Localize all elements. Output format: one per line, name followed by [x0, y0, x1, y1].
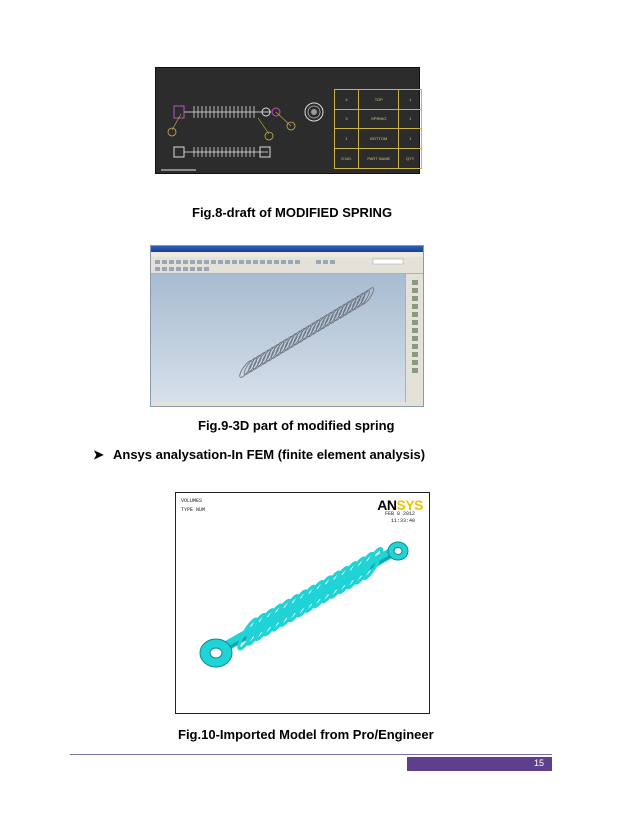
table-cell: 1: [335, 129, 359, 148]
table-cell: 4: [335, 90, 359, 109]
table-row: [335, 110, 421, 130]
figure-10-ansys-screenshot: [175, 492, 430, 714]
ansys-date: FEB 8 2012: [384, 511, 415, 517]
logo-an-text: AN: [377, 497, 397, 513]
figure-9-caption: Fig.9-3D part of modified spring: [198, 418, 395, 433]
shock-absorber-3d-model: [176, 493, 429, 713]
table-cell: 1: [409, 135, 412, 141]
table-cell: SPRING: [359, 110, 399, 129]
figure-10-caption: Fig.10-Imported Model from Pro/Engineer: [178, 727, 434, 742]
footer-divider: [70, 754, 552, 755]
table-row: [335, 90, 421, 110]
table-cell: 1: [409, 96, 412, 102]
figure-8-draft-image: [155, 67, 420, 174]
table-row: [335, 129, 421, 149]
cad-right-toolbar: [405, 274, 423, 402]
ansys-time: 11:33:40: [390, 518, 415, 524]
figure-9-cad-screenshot: [150, 245, 424, 407]
right-toolbar-icons: [406, 274, 423, 402]
bill-of-materials-table: [334, 89, 422, 169]
bullet-text: Ansys analysation-In FEM (finite element analysis): [113, 447, 426, 462]
table-cell: BOTTOM: [359, 129, 399, 148]
cad-toolbar: [151, 257, 423, 274]
toolbar-icons: [151, 257, 406, 273]
spring-draft-drawing: [156, 68, 334, 173]
arrow-bullet-icon: ➤: [93, 447, 104, 462]
table-cell: S.NO.: [335, 149, 359, 169]
spring-3d-model: [151, 274, 406, 402]
logo-sys-text: SYS: [396, 497, 423, 513]
cad-3d-viewport: [151, 274, 406, 402]
page-number-box: [407, 757, 552, 771]
cad-statusbar: [151, 402, 423, 406]
table-cell: QTY: [406, 155, 415, 161]
bullet-item: [93, 447, 425, 463]
table-cell: 3: [335, 110, 359, 129]
table-cell: 1: [409, 116, 412, 122]
table-cell: TOP: [359, 90, 399, 109]
page-number: 15: [533, 758, 544, 768]
figure-8-caption: Fig.8-draft of MODIFIED SPRING: [192, 205, 393, 220]
ansys-volumes-label: VOLUMES: [181, 498, 203, 504]
ansys-type-label: TYPE NUM: [181, 507, 206, 513]
table-row: [335, 149, 421, 169]
table-cell: PART NAME: [359, 149, 399, 169]
